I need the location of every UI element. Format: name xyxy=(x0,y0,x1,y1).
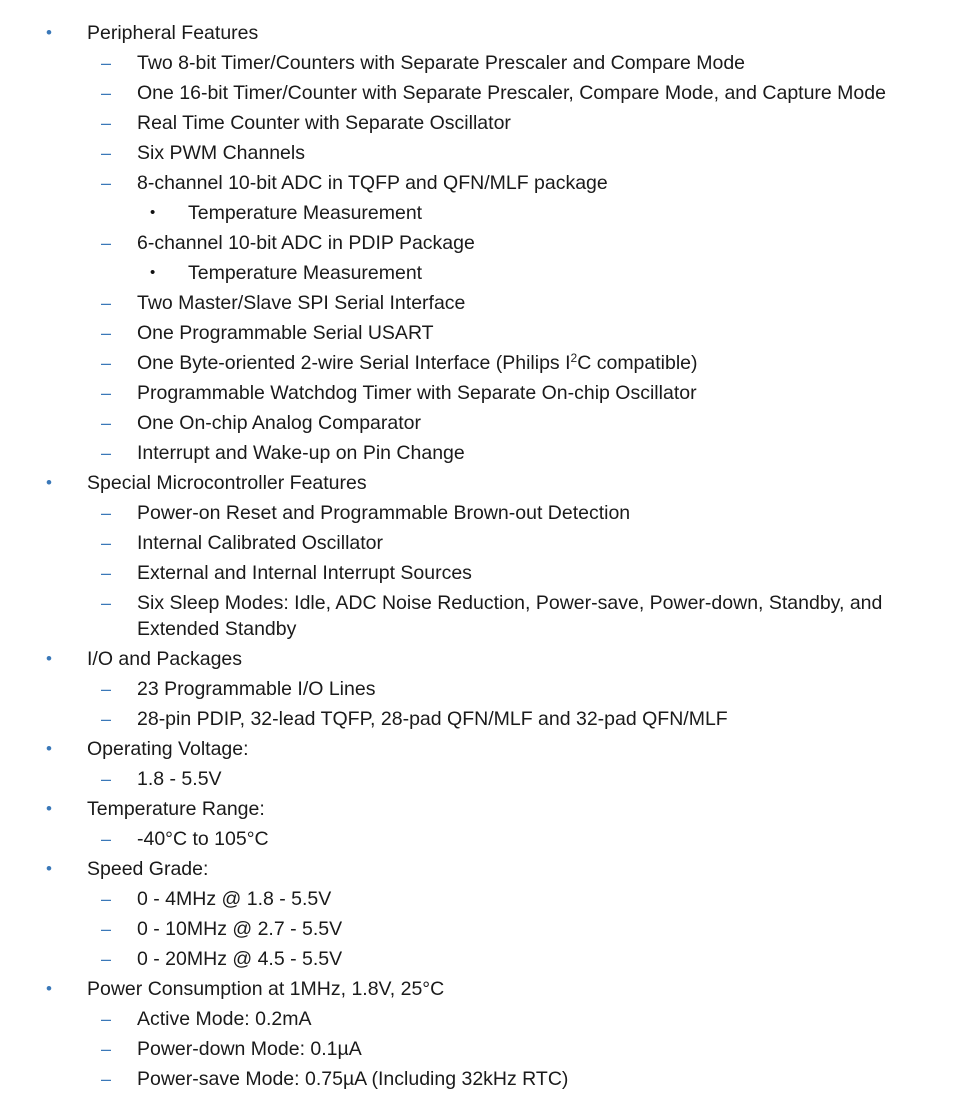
list-item xyxy=(0,78,964,108)
bullet-icon: • xyxy=(150,204,156,221)
dash-bullet-icon: – xyxy=(101,949,112,969)
dash-bullet-icon: – xyxy=(101,143,112,163)
item-text: One 16-bit Timer/Counter with Separate Prescaler, Compare Mode, and Capture Mode xyxy=(137,82,886,104)
dash-bullet-icon: – xyxy=(101,1039,112,1059)
list-item xyxy=(0,408,964,438)
list-item xyxy=(0,1064,964,1094)
item-text: Power-on Reset and Programmable Brown-out Detection xyxy=(137,502,631,524)
dash-bullet-icon: – xyxy=(101,679,112,699)
section-heading: Special Microcontroller Features xyxy=(87,472,367,494)
item-text: 0 - 20MHz @ 4.5 - 5.5V xyxy=(137,948,343,970)
list-item xyxy=(0,824,964,854)
item-text: Six PWM Channels xyxy=(137,142,305,164)
list-item xyxy=(0,704,964,734)
dash-bullet-icon: – xyxy=(101,533,112,553)
list-item xyxy=(0,138,964,168)
item-text: Temperature Measurement xyxy=(188,202,423,224)
dash-bullet-icon: – xyxy=(101,293,112,313)
list-item xyxy=(0,438,964,468)
dash-bullet-icon: – xyxy=(101,709,112,729)
list-item xyxy=(0,228,964,258)
item-text: Six Sleep Modes: Idle, ADC Noise Reduction, Power-save, Power-down, Standby, and Extended Standby xyxy=(137,592,883,640)
list-item xyxy=(0,588,964,644)
item-text: Active Mode: 0.2mA xyxy=(137,1008,312,1030)
list-item xyxy=(0,288,964,318)
bullet-icon: • xyxy=(46,23,52,42)
dash-bullet-icon: – xyxy=(101,173,112,193)
item-text: 0 - 4MHz @ 1.8 - 5.5V xyxy=(137,888,332,910)
item-text: 0 - 10MHz @ 2.7 - 5.5V xyxy=(137,918,343,940)
dash-bullet-icon: – xyxy=(101,83,112,103)
dash-bullet-icon: – xyxy=(101,889,112,909)
list-item xyxy=(0,108,964,138)
dash-bullet-icon: – xyxy=(101,323,112,343)
bullet-icon: • xyxy=(46,859,52,878)
list-item xyxy=(0,348,964,378)
item-text: 8-channel 10-bit ADC in TQFP and QFN/MLF package xyxy=(137,172,608,194)
item-text: 1.8 - 5.5V xyxy=(137,768,222,790)
item-text: 28-pin PDIP, 32-lead TQFP, 28-pad QFN/MLF and 32-pad QFN/MLF xyxy=(137,708,728,730)
item-text: One On-chip Analog Comparator xyxy=(137,412,421,434)
section-heading: Power Consumption at 1MHz, 1.8V, 25°C xyxy=(87,978,445,1000)
item-text: Power-down Mode: 0.1µA xyxy=(137,1038,362,1060)
dash-bullet-icon: – xyxy=(101,1069,112,1089)
dash-bullet-icon: – xyxy=(101,443,112,463)
dash-bullet-icon: – xyxy=(101,503,112,523)
list-item xyxy=(0,498,964,528)
list-item xyxy=(0,944,964,974)
section-special-features xyxy=(0,468,964,498)
item-text: Two 8-bit Timer/Counters with Separate Prescaler and Compare Mode xyxy=(137,52,746,74)
item-text: External and Internal Interrupt Sources xyxy=(137,562,472,584)
item-text: One Programmable Serial USART xyxy=(137,322,434,344)
list-item xyxy=(0,884,964,914)
list-item xyxy=(0,528,964,558)
section-heading: Temperature Range: xyxy=(87,798,265,820)
item-text: Power-save Mode: 0.75µA (Including 32kHz RTC) xyxy=(137,1068,569,1090)
superscript: 2 xyxy=(570,351,578,365)
item-text: 6-channel 10-bit ADC in PDIP Package xyxy=(137,232,475,254)
list-item xyxy=(0,1034,964,1064)
item-text: Real Time Counter with Separate Oscillator xyxy=(137,112,511,134)
list-item xyxy=(0,168,964,198)
dash-bullet-icon: – xyxy=(101,353,112,373)
bullet-icon: • xyxy=(46,649,52,668)
item-text: 23 Programmable I/O Lines xyxy=(137,678,376,700)
section-temperature-range xyxy=(0,794,964,824)
bullet-icon: • xyxy=(46,979,52,998)
dash-bullet-icon: – xyxy=(101,53,112,73)
item-text: Two Master/Slave SPI Serial Interface xyxy=(137,292,466,314)
item-text: Temperature Measurement xyxy=(188,262,423,284)
item-text: -40°C to 105°C xyxy=(137,828,269,850)
feature-list xyxy=(0,18,964,1094)
sub-list-item xyxy=(0,258,964,288)
section-heading: Speed Grade: xyxy=(87,858,209,880)
list-item xyxy=(0,48,964,78)
dash-bullet-icon: – xyxy=(101,233,112,253)
section-heading: Operating Voltage: xyxy=(87,738,249,760)
dash-bullet-icon: – xyxy=(101,563,112,583)
item-text-pre: One Byte-oriented 2-wire Serial Interface (Philips I xyxy=(137,352,571,374)
list-item xyxy=(0,674,964,704)
section-heading: Peripheral Features xyxy=(87,22,259,44)
dash-bullet-icon: – xyxy=(101,919,112,939)
bullet-icon: • xyxy=(46,473,52,492)
dash-bullet-icon: – xyxy=(101,593,112,613)
list-item xyxy=(0,378,964,408)
section-io-packages xyxy=(0,644,964,674)
bullet-icon: • xyxy=(46,739,52,758)
section-power-consumption xyxy=(0,974,964,1004)
list-item xyxy=(0,764,964,794)
section-peripheral-features xyxy=(0,18,964,48)
item-text-post: C compatible) xyxy=(577,352,698,374)
dash-bullet-icon: – xyxy=(101,1009,112,1029)
section-speed-grade xyxy=(0,854,964,884)
dash-bullet-icon: – xyxy=(101,383,112,403)
list-item xyxy=(0,318,964,348)
item-text: Programmable Watchdog Timer with Separate On-chip Oscillator xyxy=(137,382,697,404)
item-text: Internal Calibrated Oscillator xyxy=(137,532,384,554)
dash-bullet-icon: – xyxy=(101,829,112,849)
sub-list-item xyxy=(0,198,964,228)
dash-bullet-icon: – xyxy=(101,769,112,789)
item-text xyxy=(137,348,698,378)
bullet-icon: • xyxy=(150,264,156,281)
dash-bullet-icon: – xyxy=(101,413,112,433)
list-item xyxy=(0,558,964,588)
section-heading: I/O and Packages xyxy=(87,648,243,670)
list-item xyxy=(0,914,964,944)
bullet-icon: • xyxy=(46,799,52,818)
list-item xyxy=(0,1004,964,1034)
section-operating-voltage xyxy=(0,734,964,764)
item-text: Interrupt and Wake-up on Pin Change xyxy=(137,442,465,464)
dash-bullet-icon: – xyxy=(101,113,112,133)
